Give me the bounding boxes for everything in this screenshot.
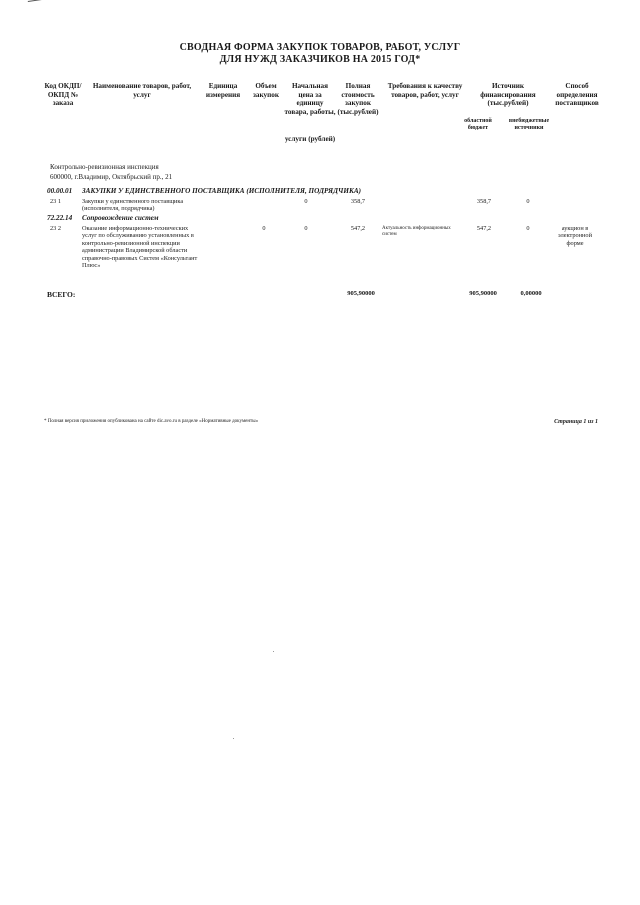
row-regional: 358,7 [476, 198, 492, 205]
section-code: 00.00.01 [47, 187, 73, 195]
row-volume: 0 [262, 225, 266, 232]
totals-label: ВСЕГО: [47, 290, 76, 299]
row-price: 0 [304, 198, 308, 205]
document-title-line2: ДЛЯ НУЖД ЗАКАЗЧИКОВ НА 2015 ГОД* [219, 54, 421, 65]
totals-regional: 905,90000 [469, 290, 497, 297]
page-number: Страница 1 из 1 [554, 419, 598, 425]
header-source: Источник финансирования (тыс.рублей) [480, 82, 536, 108]
footer-note: * Полная версия приложения опубликована на сайте dic.avo.ru в разделе «Нормативные документы» [44, 419, 259, 424]
scan-speck [273, 651, 274, 652]
header-unit: Единица измерения [205, 82, 241, 99]
header-requirements: Требования к качеству товаров, работ, услуг [387, 82, 463, 99]
row-extra: 0 [526, 225, 530, 232]
scan-speck [233, 738, 234, 739]
document-title-line1: СВОДНАЯ ФОРМА ЗАКУПОК ТОВАРОВ, РАБОТ, УСЛУГ [179, 42, 461, 53]
row-extra: 0 [526, 198, 530, 205]
scan-mark [28, 0, 42, 5]
row-number: 23 2 [50, 225, 62, 232]
row-regional: 547,2 [476, 225, 492, 232]
totals-extra: 0,00000 [520, 290, 542, 297]
section-title: Сопровождение систем [82, 214, 159, 222]
organization-address: 600000, г.Владимир, Октябрьский пр., 21 [50, 173, 173, 181]
row-name: Закупки у единственного поставщика (исполнителя, подрядчика) [82, 198, 184, 213]
organization-name: Контрольно-ревизионная инспекция [50, 163, 159, 171]
section-title: ЗАКУПКИ У ЕДИНСТВЕННОГО ПОСТАВЩИКА (ИСПОЛНИТЕЛЯ, ПОДРЯДЧИКА) [82, 187, 362, 195]
row-price: 0 [304, 225, 308, 232]
header-name: Наименование товаров, работ, услуг [92, 82, 192, 99]
row-cost: 358,7 [350, 198, 366, 205]
row-method: аукцион в электронной форме [558, 225, 592, 247]
header-full-cost: Полная стоимость закупок (тыс.рублей) [337, 82, 379, 116]
row-name: Оказание информационно-технических услуг по обслуживанию установленных в контрольно-ревизионной инспекции администрации Владимирской области справочно-правовых Систем «Консультант Плюс» [82, 225, 198, 270]
header-start-price: Начальная цена за единицу товара, работы, [284, 82, 336, 116]
header-start-price-unit: услуги (рублей) [284, 135, 336, 143]
row-cost: 547,2 [350, 225, 366, 232]
totals-cost: 905,90000 [347, 290, 375, 297]
section-code: 72.22.14 [47, 214, 73, 222]
header-source-regional: областной бюджет [464, 118, 492, 131]
header-code: Код ОКДП/ ОКПД № заказа [44, 82, 82, 108]
header-volume: Объем закупок [253, 82, 279, 99]
row-number: 23 1 [50, 198, 62, 205]
header-source-extrabudget: внебюджетные источники [508, 118, 550, 131]
row-requirements: Актуальность информационных систем [382, 226, 451, 237]
header-method: Способ определения поставщиков [555, 82, 599, 108]
